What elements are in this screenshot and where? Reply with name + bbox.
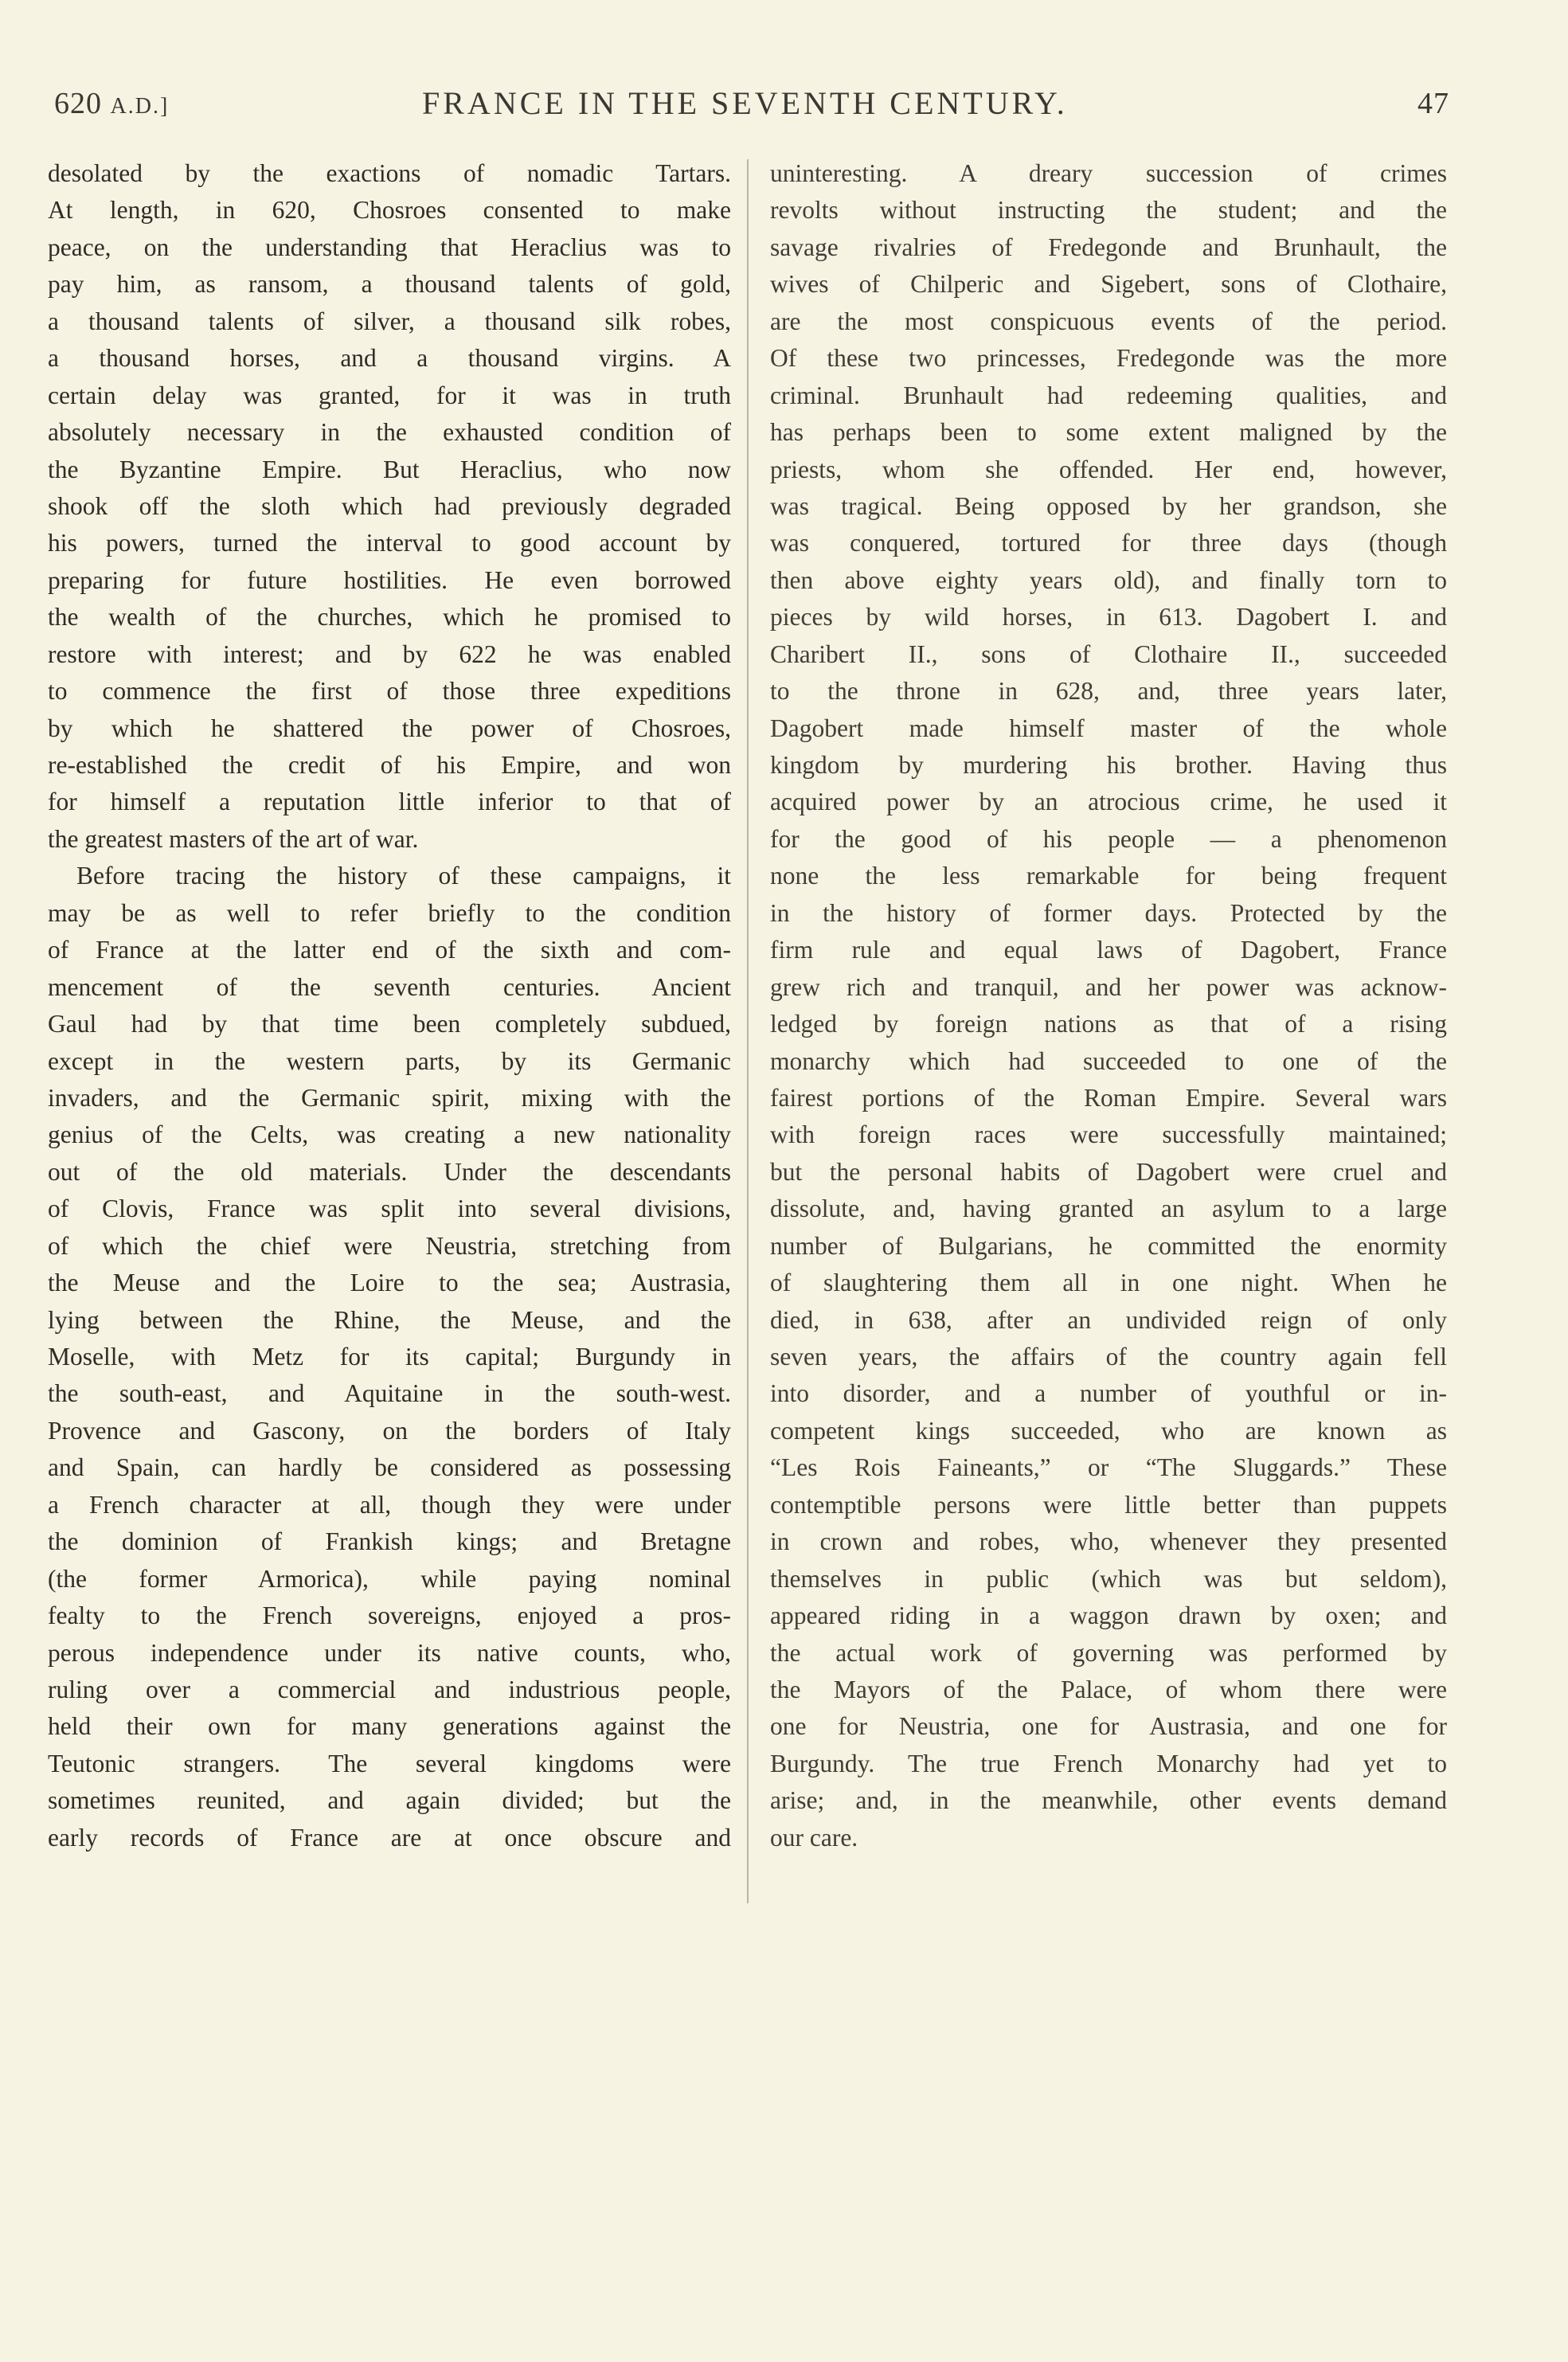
text-line: has perhaps been to some extent maligned by the	[770, 418, 1447, 447]
text-line: wives of Chilperic and Sigebert, sons of Clothaire,	[770, 270, 1447, 299]
text-line: fairest portions of the Roman Empire. Several wars	[770, 1083, 1447, 1112]
text-line: the Byzantine Empire. But Heraclius, who now	[48, 455, 731, 483]
text-line: restore with interest; and by 622 he was enabled	[48, 639, 731, 668]
text-line: appeared riding in a waggon drawn by oxen; and	[770, 1601, 1447, 1630]
text-line: a thousand horses, and a thousand virgins. A	[48, 344, 731, 373]
text-line: Of these two princesses, Fredegonde was the more	[770, 344, 1447, 373]
text-line: revolts without instructing the student; and the	[770, 196, 1447, 225]
text-line: was conquered, tortured for three days (though	[770, 529, 1447, 557]
text-line: the greatest masters of the art of war.	[48, 824, 419, 853]
text-line: one for Neustria, one for Austrasia, and one for	[770, 1712, 1447, 1741]
text-line: the south-east, and Aquitaine in the south-west.	[48, 1379, 731, 1408]
text-line: the Meuse and the Loire to the sea; Austrasia,	[48, 1269, 731, 1297]
running-head-title: FRANCE IN THE SEVENTH CENTURY.	[422, 85, 1068, 121]
text-line: shook off the sloth which had previously degraded	[48, 491, 731, 520]
text-line: our care.	[770, 1823, 858, 1852]
text-line: Provence and Gascony, on the borders of Italy	[48, 1416, 731, 1445]
text-line: to the throne in 628, and, three years later,	[770, 677, 1447, 706]
text-line: to commence the first of those three expeditions	[48, 677, 731, 706]
text-line: themselves in public (which was but seldom),	[770, 1564, 1447, 1593]
text-line: Charibert II., sons of Clothaire II., succeeded	[770, 639, 1447, 668]
text-line: absolutely necessary in the exhausted condition of	[48, 418, 731, 447]
page-number: 47	[1417, 87, 1449, 120]
text-line: ledged by foreign nations as that of a rising	[770, 1010, 1447, 1038]
text-line: the wealth of the churches, which he promised to	[48, 603, 731, 632]
text-line: Teutonic strangers. The several kingdoms were	[48, 1749, 731, 1777]
text-line: a French character at all, though they were under	[48, 1490, 731, 1519]
text-line: dissolute, and, having granted an asylum to a large	[770, 1195, 1447, 1223]
running-head-year: 620	[54, 87, 102, 120]
text-line: firm rule and equal laws of Dagobert, France	[770, 936, 1447, 964]
text-line: ruling over a commercial and industrious people,	[48, 1675, 731, 1703]
text-line: priests, whom she offended. Her end, however,	[770, 455, 1447, 483]
text-line: of which the chief were Neustria, stretching from	[48, 1231, 731, 1260]
running-head-date	[54, 80, 169, 131]
text-line: the dominion of Frankish kings; and Bretagne	[48, 1527, 731, 1556]
text-line: the Mayors of the Palace, of whom there were	[770, 1675, 1447, 1703]
text-line: (the former Armorica), while paying nominal	[48, 1564, 731, 1593]
text-line: At length, in 620, Chosroes consented to make	[48, 196, 731, 225]
text-line: acquired power by an atrocious crime, he used it	[770, 788, 1447, 816]
text-line: seven years, the affairs of the country again fell	[770, 1343, 1447, 1371]
text-line: except in the western parts, by its Germanic	[48, 1046, 731, 1075]
text-line: of France at the latter end of the sixth and com-	[48, 936, 731, 964]
text-line: certain delay was granted, for it was in truth	[48, 381, 731, 409]
text-line: mencement of the seventh centuries. Ancient	[48, 972, 731, 1001]
text-line: pay him, as ransom, a thousand talents of gold,	[48, 270, 731, 299]
text-line: “Les Rois Faineants,” or “The Sluggards.” These	[770, 1453, 1447, 1482]
text-line: and Spain, can hardly be considered as possessing	[48, 1453, 731, 1482]
text-line: arise; and, in the meanwhile, other events demand	[770, 1786, 1447, 1815]
column-divider	[747, 159, 749, 1903]
text-line: a thousand talents of silver, a thousand silk robes,	[48, 307, 731, 335]
text-line: contemptible persons were little better than puppets	[770, 1490, 1447, 1519]
text-line: fealty to the French sovereigns, enjoyed a pros-	[48, 1601, 731, 1630]
text-line: out of the old materials. Under the descendants	[48, 1157, 731, 1186]
text-line: kingdom by murdering his brother. Having thus	[770, 751, 1447, 779]
text-line: of slaughtering them all in one night. When he	[770, 1269, 1447, 1297]
text-line: grew rich and tranquil, and her power was acknow-	[770, 972, 1447, 1001]
text-line: of Clovis, France was split into several divisions,	[48, 1195, 731, 1223]
text-line: lying between the Rhine, the Meuse, and the	[48, 1305, 731, 1334]
text-line: are the most conspicuous events of the period.	[770, 307, 1447, 335]
text-line: Dagobert made himself master of the whole	[770, 714, 1447, 742]
text-line: savage rivalries of Fredegonde and Brunhault, the	[770, 233, 1447, 261]
text-line: for the good of his people — a phenomenon	[770, 824, 1447, 853]
text-line: preparing for future hostilities. He even borrowed	[48, 565, 731, 594]
text-line: his powers, turned the interval to good account by	[48, 529, 731, 557]
text-line: re-established the credit of his Empire, and won	[48, 751, 731, 779]
text-line: competent kings succeeded, who are known as	[770, 1416, 1447, 1445]
text-line: died, in 638, after an undivided reign of only	[770, 1305, 1447, 1334]
text-line: for himself a reputation little inferior to that of	[48, 788, 731, 816]
text-line: the actual work of governing was performed by	[770, 1638, 1447, 1667]
running-head-era: A.D.]	[110, 94, 170, 119]
text-line: Moselle, with Metz for its capital; Burgundy in	[48, 1343, 731, 1371]
text-line: then above eighty years old), and finally torn to	[770, 565, 1447, 594]
text-line: in the history of former days. Protected by the	[770, 898, 1447, 927]
text-line: criminal. Brunhault had redeeming qualities, and	[770, 381, 1447, 409]
running-head	[48, 80, 1449, 127]
text-line: perous independence under its native counts, who,	[48, 1638, 731, 1667]
text-line: monarchy which had succeeded to one of the	[770, 1046, 1447, 1075]
text-line: but the personal habits of Dagobert were cruel and	[770, 1157, 1447, 1186]
text-line: desolated by the exactions of nomadic Tartars.	[48, 159, 731, 187]
text-line: invaders, and the Germanic spirit, mixing with the	[48, 1083, 731, 1112]
right-text-column	[770, 155, 1447, 1856]
text-line: Burgundy. The true French Monarchy had yet to	[770, 1749, 1447, 1777]
text-line: was tragical. Being opposed by her grandson, she	[770, 491, 1447, 520]
text-line: held their own for many generations against the	[48, 1712, 731, 1741]
text-line: none the less remarkable for being frequent	[770, 862, 1447, 890]
text-line: sometimes reunited, and again divided; but the	[48, 1786, 731, 1815]
text-line: into disorder, and a number of youthful or in-	[770, 1379, 1447, 1408]
text-line: may be as well to refer briefly to the condition	[48, 898, 731, 927]
text-line: peace, on the understanding that Heraclius was to	[48, 233, 731, 261]
text-line: uninteresting. A dreary succession of crimes	[770, 159, 1447, 187]
text-line: Gaul had by that time been completely subdued,	[48, 1010, 731, 1038]
text-line: genius of the Celts, was creating a new nationality	[48, 1120, 731, 1149]
text-line: Before tracing the history of these campaigns, it	[76, 862, 731, 890]
text-line: by which he shattered the power of Chosroes,	[48, 714, 731, 742]
left-text-column	[48, 155, 731, 1856]
text-line: with foreign races were successfully maintained;	[770, 1120, 1447, 1149]
text-line: pieces by wild horses, in 613. Dagobert I. and	[770, 603, 1447, 632]
text-line: number of Bulgarians, he committed the enormity	[770, 1231, 1447, 1260]
text-line: early records of France are at once obscure and	[48, 1823, 731, 1852]
text-line: in crown and robes, who, whenever they presented	[770, 1527, 1447, 1556]
